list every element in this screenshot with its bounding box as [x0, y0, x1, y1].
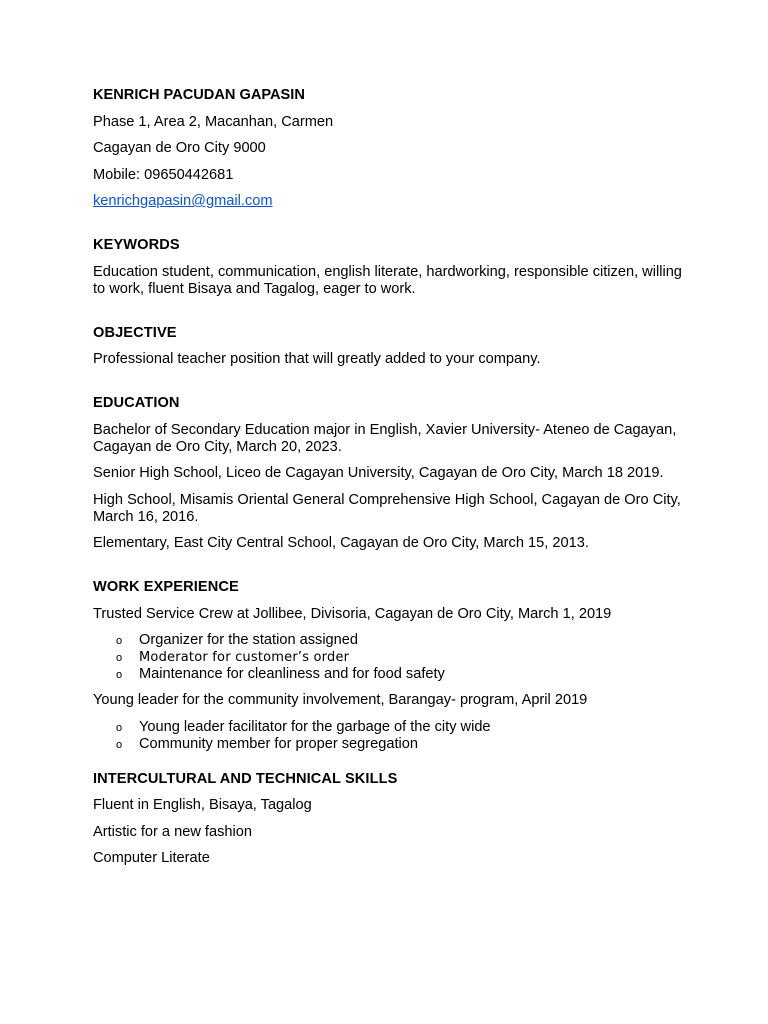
- circle-bullet-icon: o: [116, 669, 123, 681]
- address-line-1: Phase 1, Area 2, Macanhan, Carmen: [93, 113, 334, 130]
- job-title: Young leader for the community involvement, Barangay- program, April 2019: [93, 692, 588, 708]
- keywords-text: Education student, communication, english literate, hardworking, responsible citizen, willing to work, fluent Bisaya and Tagalog, eager to work.: [93, 263, 682, 297]
- job-duty: Organizer for the station assigned: [139, 632, 359, 648]
- education-item: High School, Misamis Oriental General Comprehensive High School, Cagayan de Oro City, March 16, 2016.: [93, 491, 681, 525]
- list-item: [93, 736, 693, 753]
- email-row: [93, 193, 693, 210]
- objective-text: Professional teacher position that will greatly added to your company.: [93, 351, 541, 367]
- education-heading: EDUCATION: [93, 395, 180, 411]
- job-title: Trusted Service Crew at Jollibee, Divisoria, Cagayan de Oro City, March 1, 2019: [93, 605, 612, 622]
- circle-bullet-icon: o: [116, 721, 123, 734]
- resume-page: [93, 87, 693, 877]
- job-duty: Maintenance for cleanliness and for food safety: [139, 666, 445, 682]
- skill-item: Artistic for a new fashion: [93, 823, 252, 840]
- resume-name: KENRICH PACUDAN GAPASIN: [93, 87, 305, 103]
- keywords-section: [93, 237, 693, 298]
- education-item: Elementary, East City Central School, Cagayan de Oro City, March 15, 2013.: [93, 535, 589, 551]
- objective-section: [93, 325, 693, 369]
- objective-heading: OBJECTIVE: [93, 324, 177, 341]
- education-item: Bachelor of Secondary Education major in English, Xavier University- Ateneo de Cagayan, Cagayan de Oro City, March 20, 2023.: [93, 421, 677, 455]
- circle-bullet-icon: o: [116, 635, 123, 647]
- job-duty: Community member for proper segregation: [139, 735, 419, 752]
- job-duty: Moderator for customer’s order: [139, 650, 350, 665]
- list-item: [93, 666, 693, 683]
- job-duty: Young leader facilitator for the garbage of the city wide: [139, 718, 491, 735]
- skill-item: Fluent in English, Bisaya, Tagalog: [93, 797, 312, 813]
- mobile-number: Mobile: 09650442681: [93, 166, 234, 183]
- skills-section: [93, 771, 693, 868]
- education-section: [93, 395, 693, 552]
- email-link[interactable]: kenrichgapasin@gmail.com: [93, 193, 273, 209]
- keywords-heading: KEYWORDS: [93, 237, 180, 253]
- skills-heading: INTERCULTURAL AND TECHNICAL SKILLS: [93, 770, 398, 787]
- list-item: [93, 649, 693, 666]
- job-duties-list: [93, 632, 693, 683]
- work-experience-section: [93, 579, 693, 753]
- list-item: [93, 632, 693, 649]
- work-experience-heading: WORK EXPERIENCE: [93, 579, 239, 595]
- job-duties-list: [93, 719, 693, 753]
- list-item: [93, 719, 693, 736]
- address-line-2: Cagayan de Oro City 9000: [93, 140, 266, 156]
- education-item: Senior High School, Liceo de Cagayan University, Cagayan de Oro City, March 18 2019.: [93, 465, 664, 481]
- circle-bullet-icon: o: [116, 738, 123, 751]
- skill-item: Computer Literate: [93, 850, 210, 866]
- circle-bullet-icon: o: [116, 652, 123, 664]
